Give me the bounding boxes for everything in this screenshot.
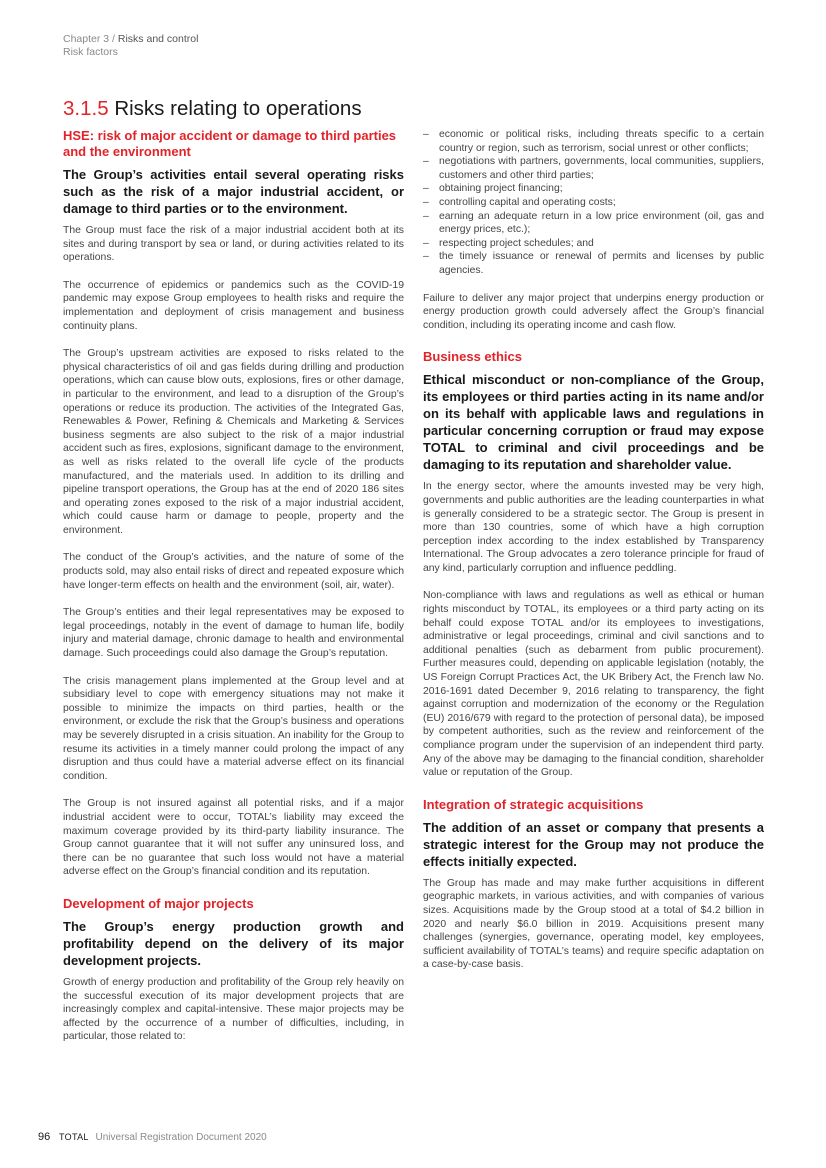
list-item: – the timely issuance or renewal of permits and licenses by public agencies. — [423, 250, 764, 277]
section-title: Risks relating to operations — [114, 97, 362, 120]
right-column — [423, 128, 764, 972]
hse-paragraph-6: The crisis management plans implemented at the Group level and at subsidiary level to cope with emergency situations may not make it possible to minimize the impacts on third parties, health or the environment, or exclude the risk that the Group’s business and operations may be severely disrupted in a crisis situation. An inability for the Group to resume its activities in a timely manner could prolong the impact of any disruption and thus could have a material adverse effect on its financial condition. — [63, 675, 404, 782]
list-item: – controlling capital and operating costs; — [423, 196, 764, 210]
dev-lead: The Group’s energy production growth and profitability depend on the delivery of its major development projects. — [63, 918, 404, 968]
ethics-paragraph-2: Non-compliance with laws and regulations as well as ethical or human rights misconduct by TOTAL, its employees or a third party acting on its behalf could expose TOTAL and/or its employees to investigations, administrative or legal proceedings, criminal and civil sanctions and to additional penalties (such as debarment from public procurement). Further measures could, depending on applicable legislation (notably, the US Foreign Corrupt Practices Act, the UK Bribery Act, the French law No. 2016-1691 dated December 9, 2016 relating to transparency, the fight against corruption and modernization of the economy or the Regulation (EU) 2016/679 with regard to the protection of personal data), be imposed by competent authorities, such as the review and reinforcement of the compliance program under the supervision of an independent third party. Any of the above may be damaging to the financial condition, shareholder value or reputation of the Group. — [423, 590, 764, 779]
ethics-paragraph-1: In the energy sector, where the amounts invested may be very high, governments and public authorities are the leading counterparties in what is generally considered to be a strategic sector. The Group is present in more than 130 countries, some of which have a high corruption perception index according to the index established by Transparency International. The Group advocates a zero tolerance principle for fraud of any kind, particularly corruption and influence peddling. — [423, 481, 764, 574]
hse-lead: The Group’s activities entail several operating risks such as the risk of a major industrial accident, or damage to third parties or to the environment. — [63, 167, 404, 216]
list-item: – respecting project schedules; and — [423, 237, 764, 251]
ethics-lead: Ethical misconduct or non-compliance of the Group, its employees or third parties acting in its name and/or on its behalf with applicable laws and regulations in particular concerning corruption or fraud may expose TOTAL to criminal and civil proceedings and be damaging to its reputation and shareholder value. — [423, 372, 764, 473]
difficulty-list — [423, 128, 764, 278]
dev-paragraph-1: Growth of energy production and profitability of the Group rely heavily on the successful execution of its major development projects that are increasingly complex and capital-intensive. These major projects may be affected by the occurrence of a number of difficulties, including, in particular, those related to: — [63, 976, 404, 1043]
list-item: – obtaining project financing; — [423, 182, 764, 196]
company-name: TOTAL — [59, 1132, 89, 1142]
left-column — [63, 128, 404, 1044]
hse-heading: HSE: risk of major accident or damage to third parties and the environment — [63, 128, 397, 159]
hse-paragraph-7: The Group is not insured against all potential risks, and if a major industrial accident were to occur, TOTAL’s liability may exceed the maximum coverage provided by its third-party liability insurance. The Group cannot guarantee that it will not suffer any uninsured loss, and there can be no guarantee that such loss would not have a material adverse effect on the Group’s financial condition and its reputation. — [63, 798, 404, 878]
section-label: Risks and control — [117, 33, 199, 45]
list-item: – economic or political risks, including threats specific to a certain country or region, such as terrorism, social unrest or other conflicts; — [423, 128, 764, 155]
hse-paragraph-3: The Group’s upstream activities are exposed to risks related to the physical characteristics of oil and gas fields during drilling and production operations, which can cause blow outs, explosions, fires or other damage, in particular to the environment, and lead to a disruption of the Group’s operations or reduce its production. The activities of the Integrated Gas, Renewables & Power, Refining & Chemicals and Marketing & Services business segments are also subject to the risk of a major industrial accident such as fires, explosions, significant damage to the environment, as well as risks related to the overall life cycle of the products manufactured, and the materials used. In addition to its drilling and pipeline transport operations, the Group has at the end of 2020 186 sites and operating zones exposed to the risk of a major industrial accident, which could cause harm or damage to people, property and the environment. — [63, 348, 404, 536]
document-name: Universal Registration Document 2020 — [95, 1132, 267, 1143]
dev-paragraph-2: Failure to deliver any major project that underpins energy production or energy production growth could adversely affect the Group’s financial condition, including its operating income and cash flow. — [423, 292, 764, 331]
running-header: Chapter 3 / Risks and control Risk factors — [63, 33, 199, 58]
acquisitions-paragraph-1: The Group has made and may make further acquisitions in different geographic markets, in various activities, and with companies of various sizes. Acquisitions made by the Group stood at a total of $4.2 billion in 2020 and nearly $6.0 billion in 2019. Acquisitions present many challenges (synergies, governance, operating model, key employees, sufficient availability of TOTAL’s teams) and require specific adaptation on a case-by-case basis. — [423, 877, 764, 971]
hse-paragraph-2: The occurrence of epidemics or pandemics such as the COVID-19 pandemic may expose Group employees to health risks and require the implementation and deployment of crisis management and business continuity plans. — [63, 279, 404, 332]
page-footer — [38, 1131, 267, 1143]
chapter-label: Chapter 3 — [63, 33, 110, 45]
hse-paragraph-5: The Group’s entities and their legal representatives may be exposed to legal proceedings, notably in the event of damage to human life, bodily injury and material damage, chronic damage to health and environmental damage. Such proceedings could also damage the Group’s reputation. — [63, 607, 404, 660]
acquisitions-heading: Integration of strategic acquisitions — [423, 796, 644, 812]
subsection-label: Risk factors — [63, 46, 118, 58]
page-number: 96 — [38, 1131, 51, 1143]
list-item: – earning an adequate return in a low price environment (oil, gas and energy prices, etc.); — [423, 210, 764, 237]
acquisitions-lead: The addition of an asset or company that presents a strategic interest for the Group may not produce the effects initially expected. — [423, 819, 764, 869]
list-item: – negotiations with partners, governments, local communities, suppliers, customers and other third parties; — [423, 155, 764, 182]
ethics-heading: Business ethics — [423, 349, 522, 365]
hse-paragraph-1: The Group must face the risk of a major industrial accident both at its sites and during transport by sea or land, or during activities related to its operations. — [63, 225, 404, 264]
hse-paragraph-4: The conduct of the Group’s activities, and the nature of some of the products sold, may also entail risks of direct and repeated exposure which have longer-term effects on health and the environment (soil, air, water). — [63, 552, 404, 591]
section-number: 3.1.5 — [63, 97, 109, 120]
dev-heading: Development of major projects — [63, 895, 254, 911]
page-title — [63, 97, 362, 121]
